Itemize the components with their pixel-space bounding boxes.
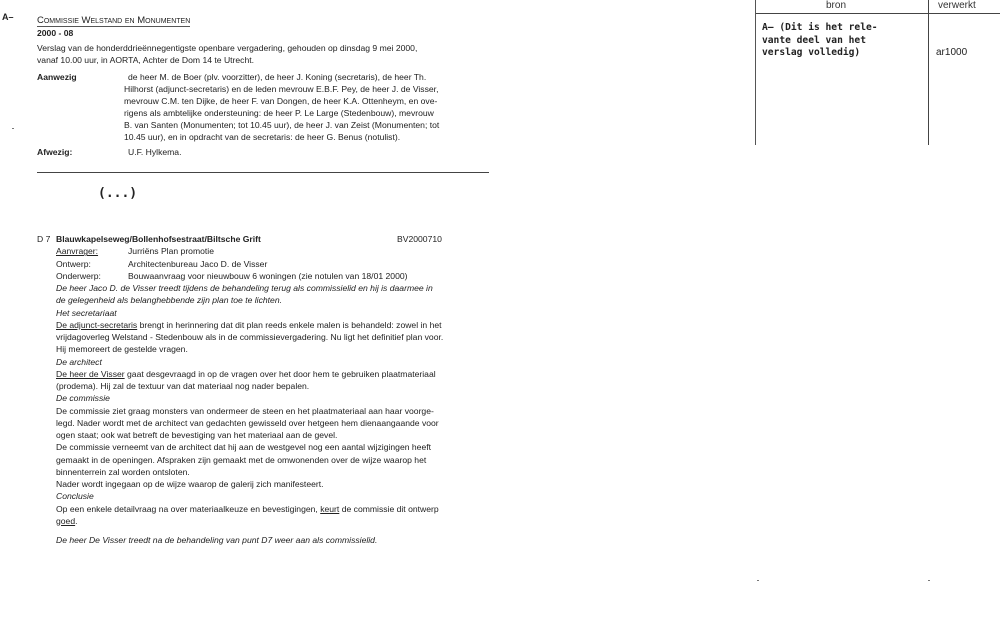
absent-label: Afwezig:: [37, 147, 73, 157]
closing-note: De heer De Visser treedt na de behandeling van punt D7 weer aan als commissielid.: [56, 535, 378, 545]
scan-speck: [928, 580, 930, 581]
architect-text: (prodema). Hij zal de textuur van dat materiaal nog nader bepalen.: [56, 381, 310, 391]
present-line: rigens als ambtelijke ondersteuning: de heer P. Le Large (Stedenbouw), mevrouw: [124, 107, 434, 118]
conclusion-keyword: keurt: [320, 503, 340, 514]
committee-text: De commissie verneemt van de architect dat hij aan de westgevel nog een aantal wijzigingen heeft: [56, 442, 431, 453]
note-line: de gelegenheid als belanghebbende zijn plan toe te lichten.: [56, 295, 283, 306]
intro-line: vanaf 10.00 uur, in AORTA, Achter de Dom 14 te Utrecht.: [37, 54, 255, 65]
committee-text: ogen staat; ook wat betreft de bevestiging van het materiaal aan de gevel.: [56, 430, 338, 440]
field-value: Bouwaanvraag voor nieuwbouw 6 woningen (zie notulen van 18/01 2000): [128, 270, 408, 281]
conclusion-period: .: [75, 515, 78, 526]
table-header-divider: [756, 13, 1000, 14]
field-label: Onderwerp:: [56, 270, 101, 281]
present-label: Aanwezig: [37, 72, 77, 82]
document-header: [37, 14, 190, 39]
field-label: Aanvrager:: [56, 246, 99, 257]
note-line: De heer Jaco D. de Visser treedt tijdens de behandeling terug als commissielid en hij is daarmee in: [56, 283, 433, 293]
margin-mark: A–: [2, 12, 14, 22]
divider: [37, 172, 489, 173]
column-header-source: bron: [826, 0, 847, 11]
item-number: D 7: [37, 234, 51, 244]
source-table: [755, 0, 1000, 145]
architect-heading: De architect: [56, 356, 102, 367]
present-line: B. van Santen (Monumenten; tot 10.45 uur), de heer J. van Zeist (Monumenten; tot: [124, 119, 440, 130]
architect-text: gaat desgevraagd in op de vragen over het door hem te gebruiken plaatmateriaal: [124, 368, 436, 379]
item-title: Blauwkapelseweg/Bollenhofsestraat/Biltsche Grift: [56, 234, 261, 244]
processed-value: ar1000: [936, 47, 968, 58]
committee-text: legd. Nader wordt met de architect van gedachten gewisseld over hetgeen hem dienaangaande voor: [56, 417, 439, 428]
item-body: [56, 245, 443, 546]
secretariat-text: Hij memoreert de gestelde vragen.: [56, 344, 188, 355]
report-number: 2000 - 08: [37, 28, 74, 38]
architect-subject: De heer de Visser: [56, 368, 125, 379]
present-line: mevrouw C.M. ten Dijke, de heer F. van Dongen, de heer K.A. Ottenheym, en ove-: [124, 95, 438, 106]
committee-text: De commissie ziet graag monsters van ondermeer de steen en het plaatmateriaal aan haar voorge-: [56, 405, 434, 416]
column-header-processed: verwerkt: [938, 0, 976, 11]
committee-text: binnenterrein zal worden ontsloten.: [56, 466, 190, 477]
conclusion-heading: Conclusie: [56, 491, 94, 502]
secretariat-text: vrijdagoverleg Welstand - Stedenbouw als in de commissievergadering. Nu ligt het definitief plan voor.: [56, 332, 444, 342]
intro-line: Verslag van de honderddrieënnegentigste openbare vergadering, gehouden op dinsdag 9 mei 2000,: [37, 43, 418, 53]
omission-mark: (...): [98, 186, 138, 201]
committee-text: Nader wordt ingegaan op de wijze waarop de galerij zich manifesteert.: [56, 479, 324, 489]
conclusion-verdict: goed: [56, 515, 76, 526]
present-line: Hilhorst (adjunct-secretaris) en de leden mevrouw E.B.F. Pey, de heer J. de Visser,: [124, 83, 439, 94]
present-line: 10.45 uur), en in opdracht van de secretaris: de heer G. Benus (notulist).: [124, 131, 401, 142]
item-code: BV2000710: [397, 234, 442, 244]
intro: [37, 43, 417, 66]
organization-name: Commissie Welstand en Monumenten: [37, 15, 191, 26]
scan-speck: [12, 128, 14, 129]
committee-heading: De commissie: [56, 393, 110, 404]
field-label: Ontwerp:: [56, 258, 91, 269]
field-value: Architectenbureau Jaco D. de Visser: [128, 258, 268, 269]
field-value: Jurriëns Plan promotie: [128, 246, 214, 257]
table-column-divider: [928, 0, 929, 145]
source-note: A– (Dit is het rele- vante deel van het verslag volledig): [762, 22, 878, 58]
secretariat-text: brengt in herinnering dat dit plan reeds enkele malen is behandeld: zowel in het: [137, 319, 442, 330]
secretariat-heading: Het secretariaat: [56, 307, 117, 318]
secretariat-subject: De adjunct-secretaris: [56, 319, 138, 330]
conclusion-text: Op een enkele detailvraag na over materiaalkeuze en bevestigingen,: [56, 503, 321, 514]
absent-value: U.F. Hylkema.: [128, 147, 182, 157]
scan-speck: [757, 580, 759, 581]
present-line: de heer M. de Boer (plv. voorzitter), de heer J. Koning (secretaris), de heer Th.: [128, 72, 427, 82]
conclusion-text: de commissie dit ontwerp: [339, 503, 439, 514]
committee-text: gemaakt in de openingen. Afspraken zijn gemaakt met de omwonenden over de wijze waarop het: [56, 454, 427, 465]
